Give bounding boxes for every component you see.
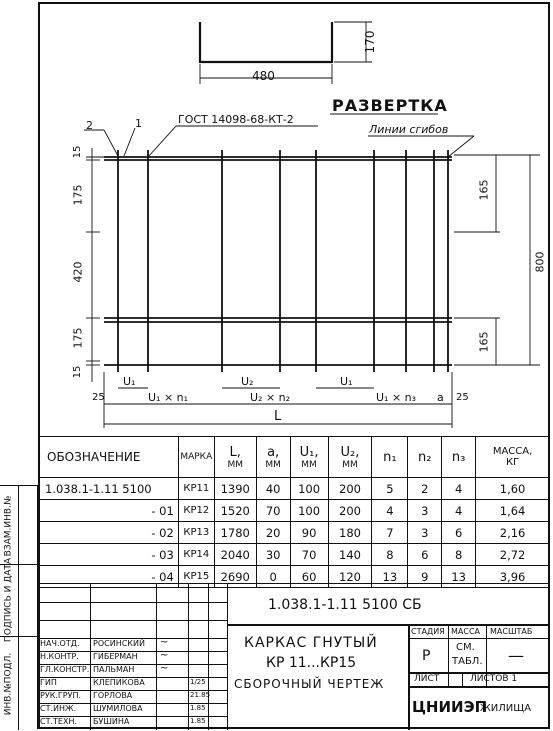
spec-table (38, 436, 550, 588)
dim-left-175-top: 175 (71, 184, 85, 206)
list-item: СТ.ТЕХН. БУШИНА 1.85 (40, 717, 206, 726)
wire-grid (104, 150, 452, 372)
col-n3: n₃ (442, 437, 476, 478)
cell-n1: 5 (372, 478, 408, 500)
cell-n3: 4 (442, 478, 476, 500)
cell-a: 40 (256, 478, 290, 500)
cell-mass: 1,60 (476, 478, 550, 500)
cell-n1: 4 (372, 500, 408, 522)
cell-mark: КР14 (178, 544, 214, 566)
razvertka-title: РАЗВЕРТКА (332, 96, 448, 115)
stage-label: СТАДИЯ (411, 627, 445, 636)
mass-label: МАССА (451, 627, 481, 636)
cell-n2: 3 (408, 500, 442, 522)
side-stamp-strip (0, 485, 38, 729)
cell-L: 1520 (214, 500, 256, 522)
dim-left-175-bottom: 175 (71, 327, 85, 349)
stamp-vzam-inv: ВЗАМ.ИНВ.№ (3, 495, 14, 557)
dim-u1n1: U₁ × n₁ (148, 391, 189, 404)
title-line-2: КР 11...КР15 (266, 655, 357, 671)
cell-u1: 70 (290, 544, 328, 566)
cell-u1: 60 (290, 566, 328, 588)
scale-label: МАСШТАБ (490, 627, 533, 636)
col-u2: U₂, ММ (328, 437, 372, 478)
dim-left-15-bottom: 15 (72, 365, 83, 379)
col-a: a, ММ (256, 437, 290, 478)
list-item: СТ.ИНЖ. ШУМИЛОВА 1.85 (38, 703, 228, 717)
cell-mark: КР15 (178, 566, 214, 588)
dim-right-165-bottom: 165 (477, 331, 491, 353)
profile-width-dim: 480 (252, 69, 275, 83)
table-row (39, 500, 550, 522)
col-mark: МАРКА (178, 437, 214, 478)
col-n1: n₁ (372, 437, 408, 478)
cell-designation: - 02 (39, 522, 179, 544)
dim-u1-left: U₁ (123, 375, 136, 388)
table-row (39, 478, 550, 500)
mass-value-2: ТАБЛ. (452, 656, 483, 667)
cell-a: 70 (256, 500, 290, 522)
profile-height-dim: 170 (363, 30, 377, 54)
scale-value: — (508, 646, 524, 665)
cell-mass: 3,96 (476, 566, 550, 588)
org-sub: ЖИЛИЩА (480, 703, 532, 714)
callout-1: 1 (135, 117, 142, 130)
dim-left-15-top: 15 (72, 145, 83, 159)
mass-value-1: СМ. (456, 642, 475, 653)
cell-u1: 100 (290, 478, 328, 500)
dim-left-420: 420 (71, 261, 85, 283)
stage-value: Р (422, 648, 431, 664)
cell-designation: 1.038.1-1.11 5100 (39, 478, 179, 500)
cell-L: 2690 (214, 566, 256, 588)
cell-L: 1390 (214, 478, 256, 500)
cell-n1: 7 (372, 522, 408, 544)
title-line-1: КАРКАС ГНУТЫЙ (244, 635, 378, 651)
cell-designation: - 01 (39, 500, 179, 522)
cell-mark: КР13 (178, 522, 214, 544)
cell-u2: 120 (328, 566, 372, 588)
cell-u2: 200 (328, 478, 372, 500)
cell-n2: 9 (408, 566, 442, 588)
col-mass: МАССА, КГ (476, 437, 550, 478)
cell-mass: 2,72 (476, 544, 550, 566)
cell-a: 30 (256, 544, 290, 566)
cell-u1: 90 (290, 522, 328, 544)
signature: ~ (160, 637, 169, 648)
cell-n2: 6 (408, 544, 442, 566)
profile-view (200, 22, 332, 62)
col-u1: U₁, ММ (290, 437, 328, 478)
dim-L: L (274, 409, 282, 424)
list-item: Н.КОНТР. ГИБЕРМАН ~ (38, 651, 228, 665)
sheets-label: ЛИСТОВ 1 (470, 674, 518, 684)
cell-u1: 100 (290, 500, 328, 522)
signature: ~ (160, 663, 169, 674)
cell-n2: 2 (408, 478, 442, 500)
cell-mass: 2,16 (476, 522, 550, 544)
dim-right-800: 800 (533, 251, 547, 273)
cell-L: 1780 (214, 522, 256, 544)
cell-n3: 8 (442, 544, 476, 566)
col-n2: n₂ (408, 437, 442, 478)
dim-a: a (437, 391, 444, 404)
col-L: L, ММ (214, 437, 256, 478)
cell-a: 20 (256, 522, 290, 544)
dim-u1n3: U₁ × n₃ (376, 391, 417, 404)
dim-u2: U₂ (241, 375, 254, 388)
cell-mark: КР12 (178, 500, 214, 522)
cell-a: 0 (256, 566, 290, 588)
cell-u2: 200 (328, 500, 372, 522)
doc-code: 1.038.1-1.11 5100 СБ (268, 597, 422, 613)
callout-2: 2 (86, 119, 93, 132)
sheet-label: ЛИСТ (414, 674, 440, 684)
cell-mark: КР11 (178, 478, 214, 500)
col-designation: ОБОЗНАЧЕНИЕ (39, 437, 179, 478)
stamp-sign-date: ПОДПИСЬ И ДАТА (3, 557, 14, 643)
cell-n2: 3 (408, 522, 442, 544)
gost-note: ГОСТ 14098-68-КТ-2 (178, 113, 294, 126)
stamp-inv-podl: ИНВ.№ПОДЛ. (3, 652, 14, 716)
table-row (39, 544, 550, 566)
list-item: РУК.ГРУП. ГОРЛОВА 21.85 (38, 690, 228, 704)
dim-25-right: 25 (456, 392, 469, 403)
cell-n3: 4 (442, 500, 476, 522)
cell-L: 2040 (214, 544, 256, 566)
cell-designation: - 04 (39, 566, 179, 588)
bend-lines-note: Линии сгибов (369, 123, 449, 136)
cell-u2: 180 (328, 522, 372, 544)
org-main: ЦНИИЭП (412, 698, 488, 716)
list-item: НАЧ.ОТД. РОСИНСКИЙ ~ (38, 638, 228, 652)
dim-u2n2: U₂ × n₂ (250, 391, 291, 404)
cell-n3: 13 (442, 566, 476, 588)
cell-n1: 13 (372, 566, 408, 588)
cell-n1: 8 (372, 544, 408, 566)
title-block (38, 583, 550, 729)
spec-header-row (39, 437, 550, 478)
cell-n3: 6 (442, 522, 476, 544)
cell-mass: 1,64 (476, 500, 550, 522)
cell-u2: 140 (328, 544, 372, 566)
dim-right-165-top: 165 (477, 179, 491, 201)
title-line-3: СБОРОЧНЫЙ ЧЕРТЕЖ (234, 677, 385, 691)
signature: ~ (160, 650, 169, 661)
table-row (39, 522, 550, 544)
dim-25-left: 25 (92, 392, 105, 403)
dim-u1-right: U₁ (340, 375, 353, 388)
cell-designation: - 03 (39, 544, 179, 566)
list-item: ГЛ.КОНСТР. ПАЛЬМАН ~ (38, 664, 228, 678)
list-item: ГИП КЛЕПИКОВА 1/25 (38, 677, 228, 691)
